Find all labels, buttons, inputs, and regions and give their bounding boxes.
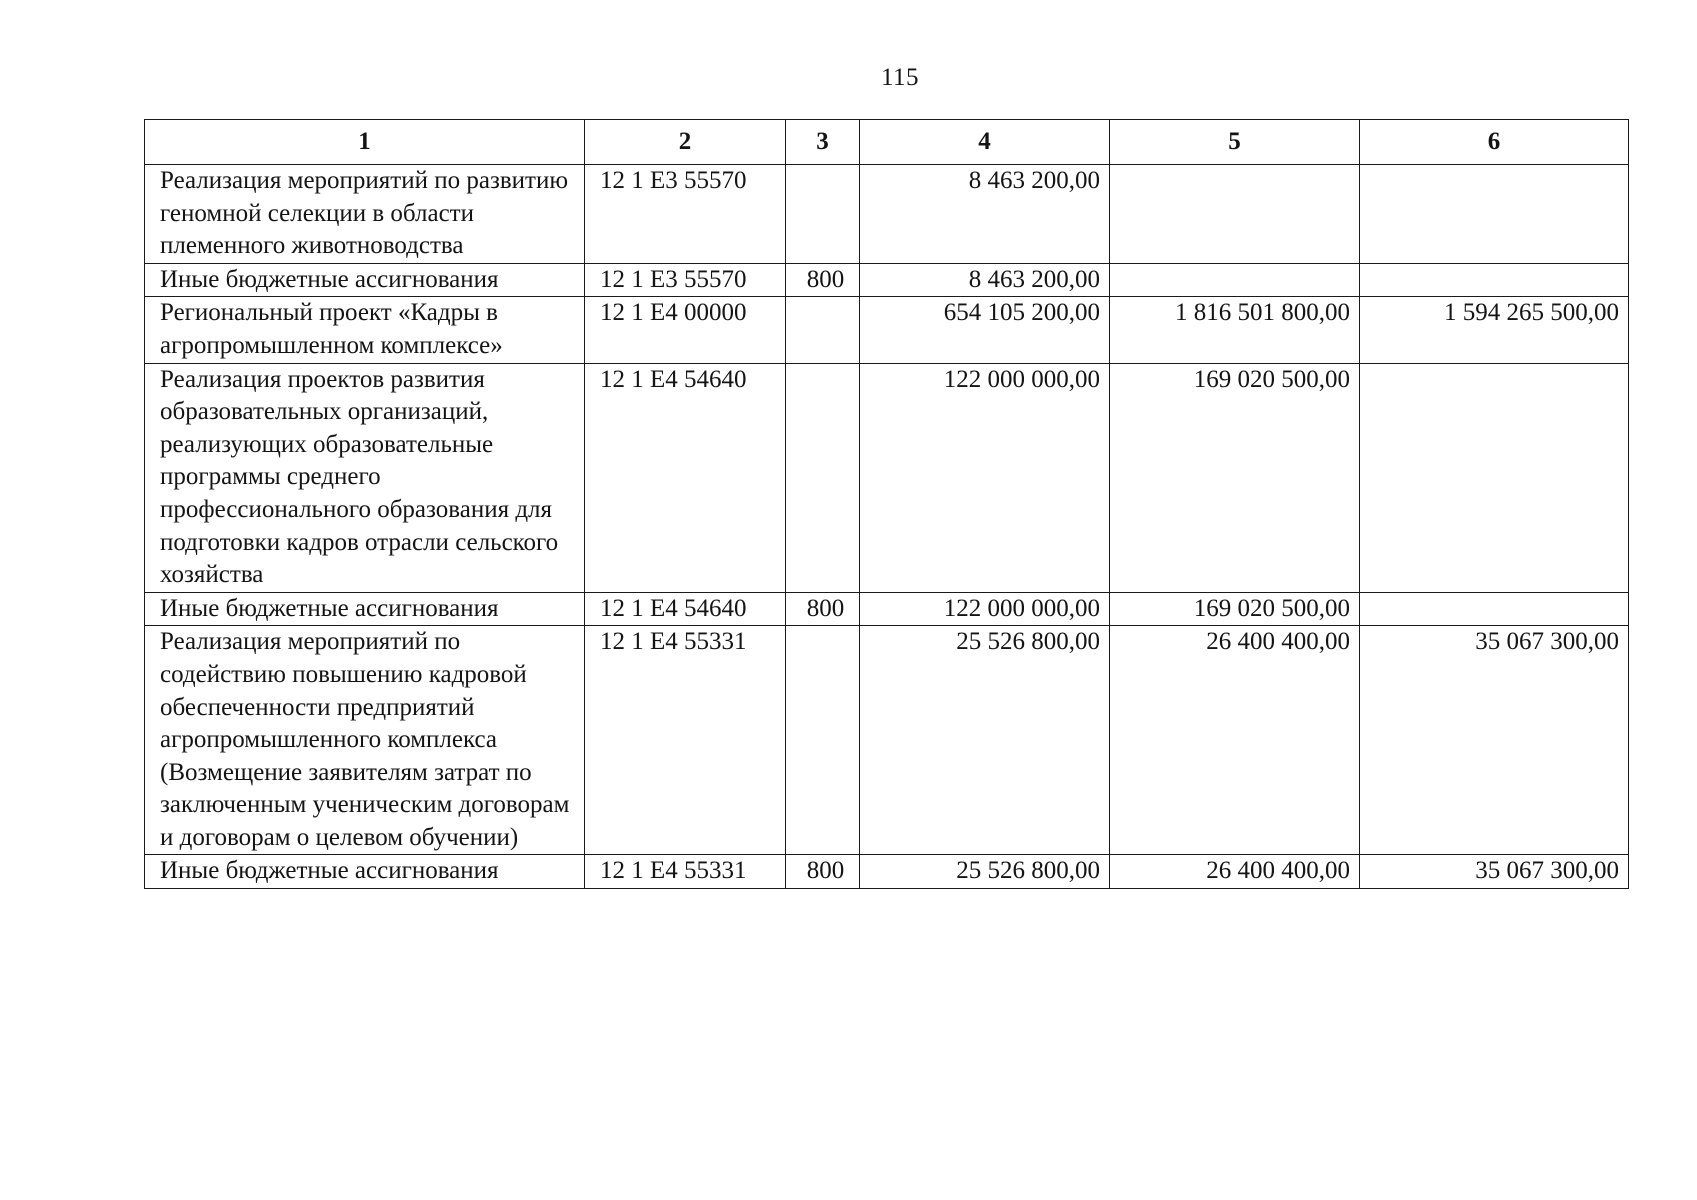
row-code: 12 1 E3 55570 <box>585 263 786 297</box>
row-amount-col6: 35 067 300,00 <box>1360 626 1629 855</box>
row-amount-col4: 122 000 000,00 <box>860 363 1110 592</box>
row-amount-col6 <box>1360 363 1629 592</box>
row-code: 12 1 E4 55331 <box>585 855 786 889</box>
row-amount-col5: 26 400 400,00 <box>1110 855 1360 889</box>
row-code: 12 1 E4 54640 <box>585 363 786 592</box>
row-amount-col4: 8 463 200,00 <box>860 165 1110 264</box>
table-row <box>145 297 1629 363</box>
row-name: Реализация мероприятий по содействию повышению кадровой обеспеченности предприятий агропромышленного комплекса (Возмещение заявителям затрат по заключенным ученическим договорам и договорам о целевом обучении) <box>145 626 585 855</box>
row-amount-col5 <box>1110 263 1360 297</box>
column-header-6: 6 <box>1360 120 1629 165</box>
row-expense-type <box>786 363 860 592</box>
row-code: 12 1 E4 55331 <box>585 626 786 855</box>
page-number: 115 <box>880 64 920 91</box>
row-code: 12 1 E4 00000 <box>585 297 786 363</box>
row-amount-col6 <box>1360 592 1629 626</box>
column-header-5: 5 <box>1110 120 1360 165</box>
row-amount-col5: 169 020 500,00 <box>1110 363 1360 592</box>
budget-table <box>144 119 1629 889</box>
table-row <box>145 363 1629 592</box>
table-row <box>145 165 1629 264</box>
row-expense-type <box>786 165 860 264</box>
row-amount-col5: 169 020 500,00 <box>1110 592 1360 626</box>
row-amount-col4: 8 463 200,00 <box>860 263 1110 297</box>
row-amount-col4: 654 105 200,00 <box>860 297 1110 363</box>
row-amount-col5: 1 816 501 800,00 <box>1110 297 1360 363</box>
column-header-3: 3 <box>786 120 860 165</box>
column-header-2: 2 <box>585 120 786 165</box>
row-name: Реализация мероприятий по развитию геномной селекции в области племенного животноводства <box>145 165 585 264</box>
row-amount-col5: 26 400 400,00 <box>1110 626 1360 855</box>
row-name: Реализация проектов развития образовательных организаций, реализующих образовательные программы среднего профессионального образования для подготовки кадров отрасли сельского хозяйства <box>145 363 585 592</box>
row-expense-type: 800 <box>786 592 860 626</box>
row-expense-type <box>786 626 860 855</box>
row-code: 12 1 E4 54640 <box>585 592 786 626</box>
column-header-1: 1 <box>145 120 585 165</box>
row-amount-col5 <box>1110 165 1360 264</box>
row-amount-col4: 25 526 800,00 <box>860 855 1110 889</box>
row-amount-col4: 122 000 000,00 <box>860 592 1110 626</box>
row-expense-type: 800 <box>786 855 860 889</box>
table-row <box>145 263 1629 297</box>
row-expense-type: 800 <box>786 263 860 297</box>
table-row <box>145 592 1629 626</box>
row-amount-col6: 35 067 300,00 <box>1360 855 1629 889</box>
row-name: Иные бюджетные ассигнования <box>145 592 585 626</box>
row-expense-type <box>786 297 860 363</box>
table-header-row <box>145 120 1629 165</box>
row-amount-col6: 1 594 265 500,00 <box>1360 297 1629 363</box>
row-amount-col4: 25 526 800,00 <box>860 626 1110 855</box>
table-row <box>145 626 1629 855</box>
table-row <box>145 855 1629 889</box>
row-amount-col6 <box>1360 263 1629 297</box>
row-name: Иные бюджетные ассигнования <box>145 263 585 297</box>
row-name: Иные бюджетные ассигнования <box>145 855 585 889</box>
column-header-4: 4 <box>860 120 1110 165</box>
row-amount-col6 <box>1360 165 1629 264</box>
row-code: 12 1 E3 55570 <box>585 165 786 264</box>
row-name: Региональный проект «Кадры в агропромышленном комплексе» <box>145 297 585 363</box>
